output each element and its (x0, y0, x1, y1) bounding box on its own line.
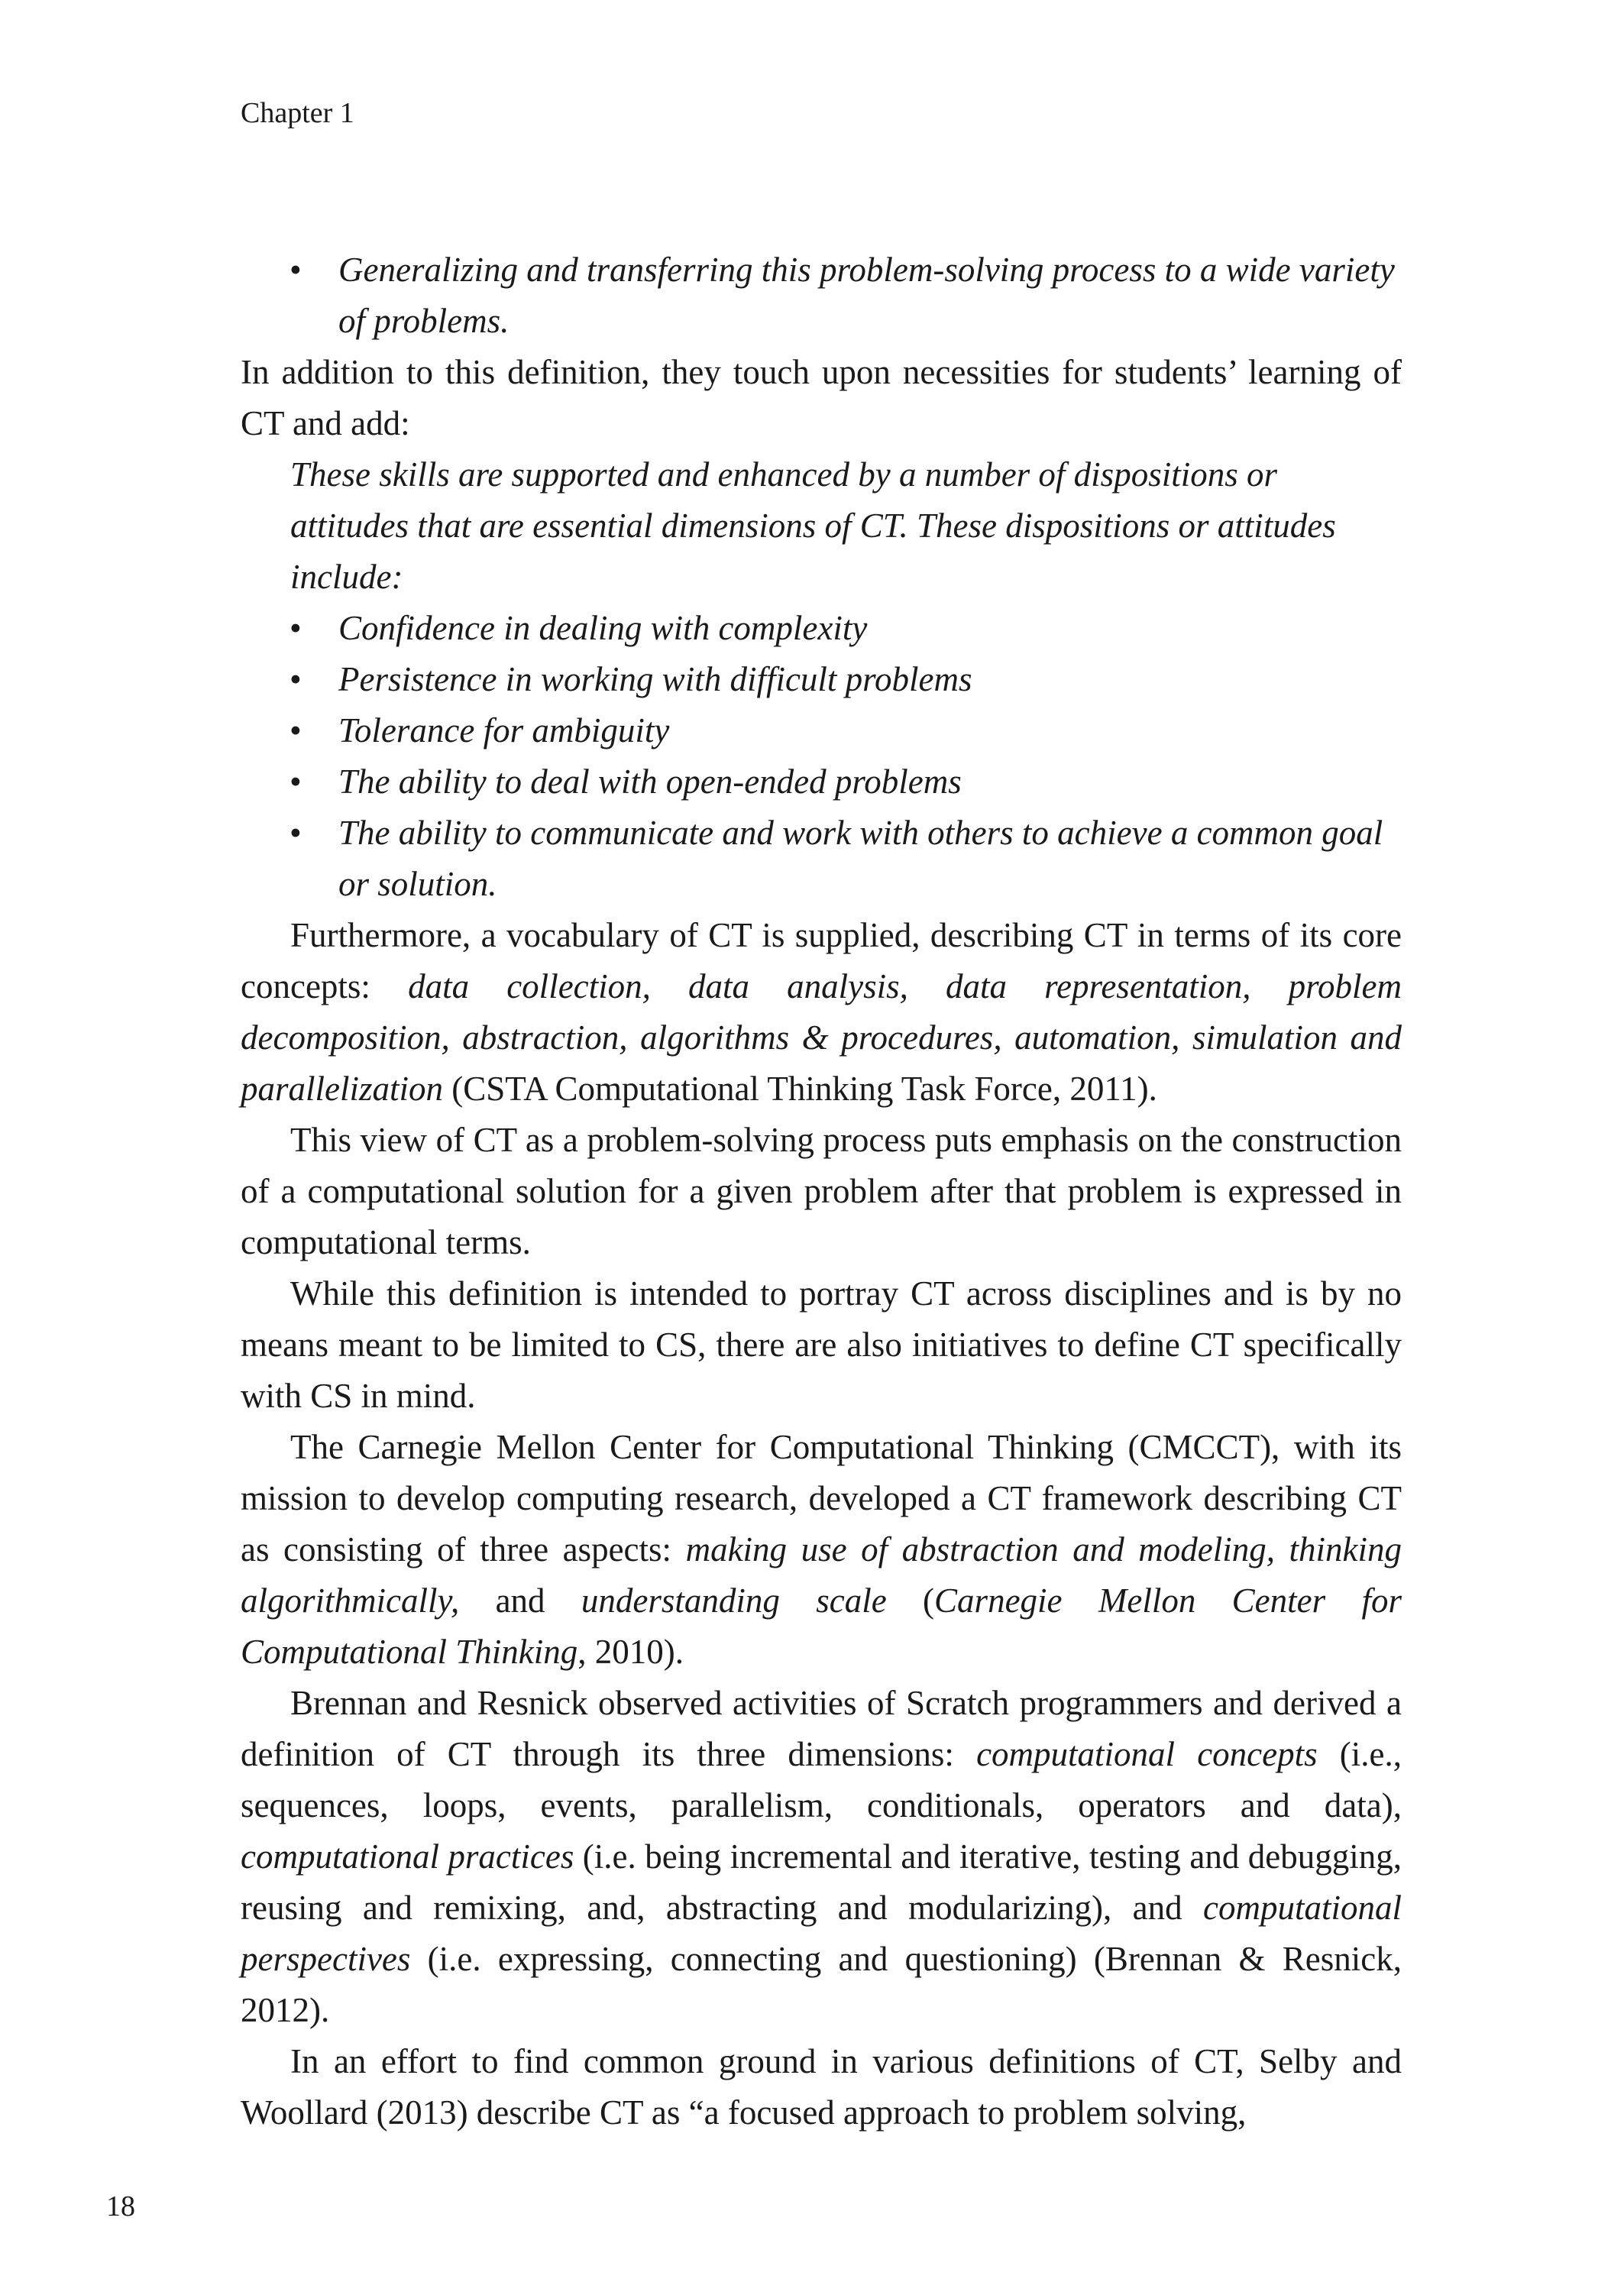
bullet-list-top (241, 244, 1402, 347)
list-item (290, 654, 1402, 705)
bullet-icon: • (290, 660, 302, 698)
page-number: 18 (106, 2190, 135, 2222)
cmcct-text-4: , 2010). (577, 1633, 684, 1671)
brennan-concepts-term: computational concepts (976, 1735, 1318, 1773)
brennan-text-1: Brennan and Resnick observed activities of Scratch programmers and derived a definition of CT through its three dimensions: (241, 1684, 1402, 1773)
bullet-icon: • (290, 814, 302, 852)
paragraph-cmcct (241, 1422, 1402, 1678)
paragraph-selby: In an effort to find common ground in various definitions of CT, Selby and Woollard (2013) describe CT as “a focused approach to problem solving, (241, 2042, 1402, 2132)
cmcct-text-2: and (459, 1581, 581, 1620)
bullet-icon: • (290, 609, 302, 647)
list-item-text: Persistence in working with difficult problems (338, 660, 972, 698)
paragraph-view: This view of CT as a problem-solving process puts emphasis on the construction of a computational solution for a given problem after that problem is expressed in computational terms. (241, 1121, 1402, 1261)
running-head: Chapter 1 (241, 97, 354, 129)
list-item (290, 705, 1402, 756)
quote-intro: These skills are supported and enhanced by a number of dispositions or attitudes that are essential dimensions of CT. These dispositions or attitudes include: (290, 455, 1336, 596)
list-item-text: Tolerance for ambiguity (338, 711, 670, 749)
bullet-list-dispositions (241, 603, 1402, 910)
paragraph-vocabulary (241, 910, 1402, 1115)
paragraph-intro: In addition to this definition, they touch upon necessities for students’ learning of CT and add: (241, 353, 1402, 442)
brennan-perspectives-term: computational perspectives (241, 1889, 1402, 1978)
body-text (241, 244, 1402, 2138)
cmcct-scale: understanding scale (581, 1581, 887, 1620)
cmcct-aspects: making use of abstraction and modeling, thinking algorithmically, (241, 1530, 1402, 1620)
paragraph-brennan (241, 1678, 1402, 2036)
list-item (290, 756, 1402, 808)
vocab-concepts: data collection, data analysis, data representation, problem decomposition, abstraction, algorithms & procedures, automation, simulation and parallelization (241, 967, 1402, 1108)
brennan-practices-term: computational practices (241, 1837, 574, 1876)
cmcct-source: Carnegie Mellon Center for Computational Thinking (241, 1581, 1402, 1671)
list-item-text: Confidence in dealing with complexity (338, 609, 868, 647)
vocab-text-1: Furthermore, a vocabulary of CT is supplied, describing CT in terms of its core concepts: (241, 916, 1402, 1005)
list-item (290, 244, 1402, 347)
brennan-text-4: (i.e. expressing, connecting and questioning) (Brennan & Resnick, 2012). (241, 1940, 1402, 2029)
bullet-icon: • (290, 711, 302, 749)
list-item (290, 603, 1402, 654)
list-item-text: The ability to deal with open-ended problems (338, 762, 962, 801)
list-item (290, 808, 1402, 910)
vocab-text-2: (CSTA Computational Thinking Task Force, 2011). (443, 1070, 1157, 1108)
brennan-text-3: (i.e. being incremental and iterative, testing and debugging, reusing and remixing, and, abstracting and modularizing), and (241, 1837, 1402, 1927)
cmcct-text-3: ( (886, 1581, 935, 1620)
paragraph-while: While this definition is intended to portray CT across disciplines and is by no means meant to be limited to CS, there are also initiatives to define CT specifically with CS in mind. (241, 1274, 1402, 1415)
list-item-text: The ability to communicate and work with others to achieve a common goal or solution. (338, 814, 1383, 903)
bullet-icon: • (290, 762, 302, 801)
brennan-text-2: (i.e., sequences, loops, events, parallelism, conditionals, operators and data), (241, 1735, 1402, 1824)
bullet-icon: • (290, 251, 302, 289)
list-item-text: Generalizing and transferring this problem-solving process to a wide variety of problems. (338, 251, 1395, 340)
cmcct-text-1: The Carnegie Mellon Center for Computational Thinking (CMCCT), with its mission to develop computing research, developed a CT framework describing CT as consisting of three aspects: (241, 1428, 1402, 1568)
